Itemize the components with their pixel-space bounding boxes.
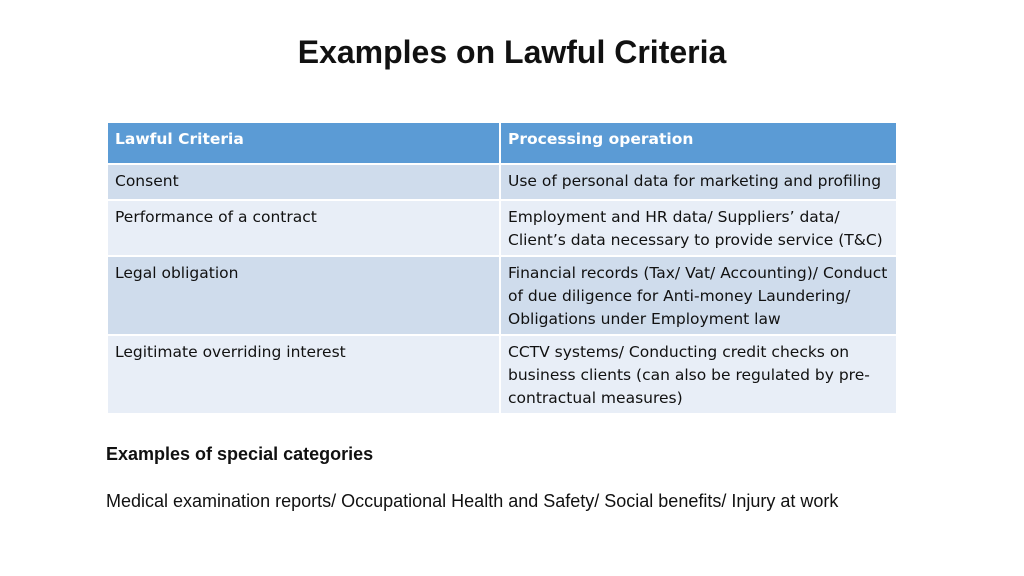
table-header-row [107,122,897,164]
criteria-cell: Consent [107,164,500,200]
column-header-lawful-criteria: Lawful Criteria [107,122,500,164]
column-header-processing-operation: Processing operation [500,122,897,164]
operation-cell: CCTV systems/ Conducting credit checks on business clients (can also be regulated by pre-contractual measures) [500,335,897,414]
lawful-criteria-table [106,121,898,415]
table-row [107,164,897,200]
table-row [107,200,897,256]
page-title: Examples on Lawful Criteria [297,34,727,70]
criteria-cell: Performance of a contract [107,200,500,256]
operation-cell: Financial records (Tax/ Vat/ Accounting)/ Conduct of due diligence for Anti-money Laundering/ Obligations under Employment law [500,256,897,335]
table-row [107,256,897,335]
special-categories-text: Medical examination reports/ Occupational Health and Safety/ Social benefits/ Injury at work [106,491,839,511]
table-row [107,335,897,414]
criteria-cell: Legitimate overriding interest [107,335,500,414]
special-categories-heading: Examples of special categories [106,444,374,464]
operation-cell: Employment and HR data/ Suppliers’ data/ Client’s data necessary to provide service (T&C) [500,200,897,256]
criteria-cell: Legal obligation [107,256,500,335]
operation-cell: Use of personal data for marketing and profiling [500,164,897,200]
